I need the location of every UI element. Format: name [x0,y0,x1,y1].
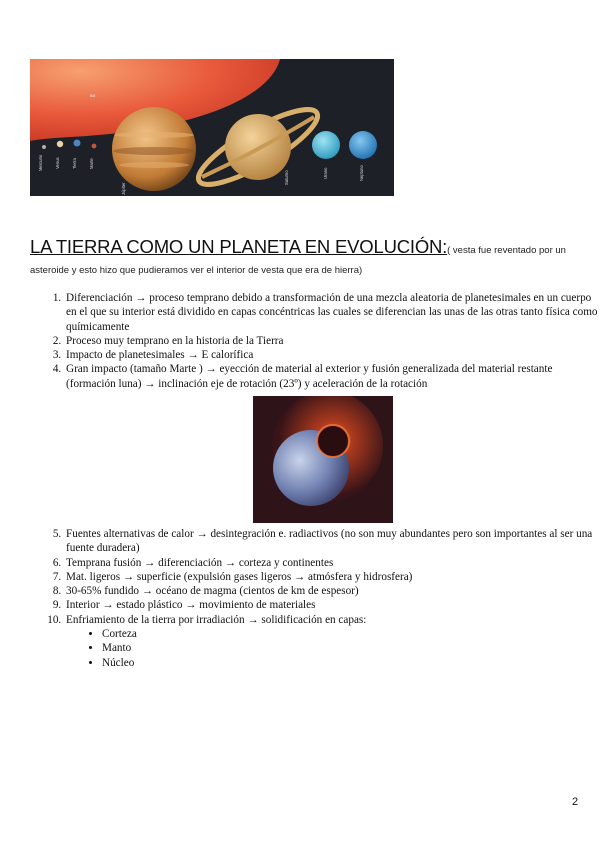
list-item: 9. Interior → estado plástico → movimiento de materiales [64,598,600,612]
title-note-2: asteroide y esto hizo que pudieramos ver el interior de vesta que era de hierra) [30,265,363,276]
layer-item: • Núcleo [102,656,600,670]
list-item: 7. Mat. ligeros → superficie (expulsión gases ligeros → atmósfera y hidrosfera) [64,570,600,584]
label-jupiter: Júpiter [121,182,126,195]
page-number: 2 [572,796,579,808]
label-neptuno: Neptuno [359,165,364,181]
label-urano: Urano [323,167,328,179]
heading-line [30,236,590,259]
numbered-list-b [38,527,600,670]
label-marte: Marte [89,158,94,169]
solar-system-figure [30,59,394,196]
page-title: LA TIERRA COMO UN PLANETA EN EVOLUCIÓN: [30,236,448,257]
layer-item: • Corteza [102,627,600,641]
label-venus: Venus [55,157,60,169]
list-item: 2. Proceso muy temprano en la historia de la Tierra [64,334,600,348]
list-item: 3. Impacto de planetesimales → E calorífica [64,348,600,362]
giant-impact-figure [253,396,393,523]
list-item: 4. Gran impacto (tamaño Marte ) → eyección de material al exterior y fusión generalizada del material restante (formación luna) → inclinación eje de rotación (23º) y aceleración de la rotación [64,362,600,391]
list-item: 8. 30-65% fundido → océano de magma (cientos de km de espesor) [64,584,600,598]
list-item: 6. Temprana fusión → diferenciación → corteza y continentes [64,556,600,570]
label-mercurio: Mercurio [38,154,43,171]
label-tierra: Tierra [72,158,77,169]
title-note-1: ( vesta fue reventado por un [447,245,566,256]
sun-label: Sol [90,93,96,98]
list-item [64,613,600,670]
list-item: 1. Diferenciación → proceso temprano debido a transformación de una mezcla aleatoria de planetesimales en un cuerpo en el que su interior está dividido en capas concéntricas las cuales se diferencian las unas de las otras tanto física como químicamente [64,291,600,334]
layer-item: • Manto [102,641,600,655]
layers-list [66,627,600,670]
numbered-list-a [38,291,600,391]
label-saturno: Saturno [284,170,289,185]
list-item: 5. Fuentes alternativas de calor → desintegración e. radiactivos (no son muy abundantes pero son importantes al ser una fuente duradera) [64,527,600,556]
list-item-text: Enfriamiento de la tierra por irradiación → solidificación en capas: [66,613,367,626]
